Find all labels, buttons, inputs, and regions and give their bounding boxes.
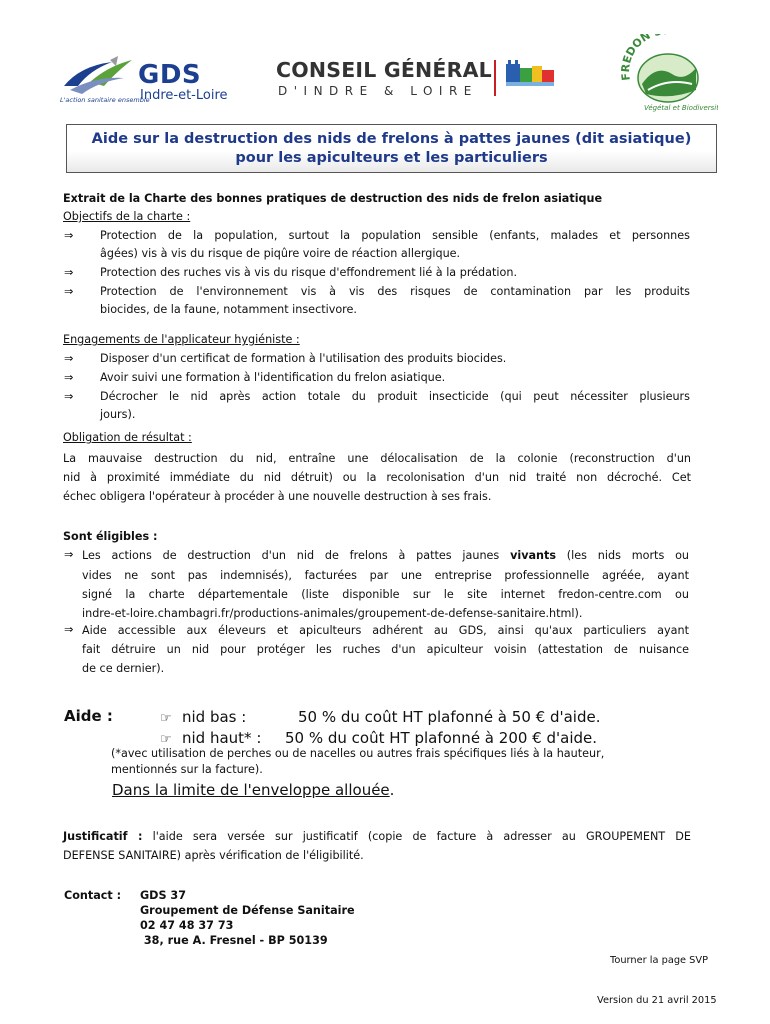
eligible-2-line-2: fait détruire un nid pour protéger les ruches d'un apiculteur voisin (attestation de nuisance (82, 643, 689, 656)
eligible-1-line-2: vides ne sont pas indemnisés), facturées par une entreprise professionnelle agréée, ayant (82, 569, 689, 582)
charte-heading: Extrait de la Charte des bonnes pratiques de destruction des nids de frelon asiatique (63, 192, 603, 205)
tourner-page-note: Tourner la page SVP (610, 955, 709, 966)
obligation-line-2: nid à proximité immédiate du nid détruit) ou la recolonisation d'un nid traité non décroché. Cet (63, 471, 691, 484)
cg-subtitle: D'INDRE & LOIRE (278, 84, 478, 98)
fredon-tagline: Végétal et Biodiversité (644, 104, 718, 112)
aide-row-value: 50 % du coût HT plafonné à 50 € d'aide. (298, 708, 601, 726)
eligible-1-line-4: indre-et-loire.chambagri.fr/productions-animales/groupement-de-defense-sanitaire.html). (82, 607, 583, 620)
eligible-1-bold: vivants (510, 549, 557, 562)
aide-row-name: nid bas : (182, 708, 247, 726)
justificatif-label: Justificatif : (63, 830, 143, 843)
contact-line-2: Groupement de Défense Sanitaire (140, 904, 355, 917)
arrow-icon: ⇒ (64, 229, 74, 242)
eligible-1-line-3: signé la charte départementale (liste disponible sur le site internet fredon-centre.com ou (82, 588, 689, 601)
cg-title: CONSEIL GÉNÉRAL (276, 58, 492, 82)
obligation-label: Obligation de résultat : (63, 431, 192, 444)
aide-note-line-1: (*avec utilisation de perches ou de nacelles ou autres frais spécifiques liés à la hauteur, (111, 747, 605, 760)
fredon-logo (612, 34, 718, 112)
justificatif-line-1 (63, 828, 691, 847)
gds-name: GDS (138, 60, 202, 90)
limite-dot: . (389, 781, 395, 799)
engagement-3-line-2: jours). (100, 408, 136, 421)
title-line-1: Aide sur la destruction des nids de frelons à pattes jaunes (dit asiatique) (91, 131, 692, 147)
aide-label: Aide : (64, 707, 113, 725)
pointing-hand-icon: ☞ (160, 732, 172, 747)
eligible-2-line-1: Aide accessible aux éleveurs et apiculteurs adhérent au GDS, ainsi qu'aux particuliers ayant (82, 624, 689, 637)
objectif-3-line-1: Protection de l'environnement vis à vis des risques de contamination par les produits (100, 285, 690, 298)
eligible-1-text: Les actions de destruction d'un nid de frelons à pattes jaunes (82, 549, 511, 562)
arrow-icon: ⇒ (64, 352, 74, 365)
aide-note-line-2: mentionnés sur la facture). (111, 763, 263, 776)
contact-address: 38, rue A. Fresnel - BP 50139 (140, 934, 328, 947)
arrow-icon: ⇒ (64, 390, 74, 403)
fredon-emblem-icon (612, 34, 718, 112)
arrow-icon: ⇒ (64, 623, 74, 636)
fredon-name: FREDON (618, 34, 653, 82)
contact-phone: 02 47 48 37 73 (140, 919, 234, 932)
eligible-1-line-1 (82, 546, 689, 566)
obligation-line-1: La mauvaise destruction du nid, entraîne une délocalisation de la colonie (reconstruction d'un (63, 452, 691, 465)
objectif-1-line-2: âgées) vis à vis du risque de piqûre voire de réaction allergique. (100, 247, 461, 260)
justificatif-text: l'aide sera versée sur justificatif (copie de facture à adresser au GROUPEMENT DE (142, 830, 691, 843)
obligation-line-3: échec obligera l'opérateur à procéder à une nouvelle destruction à ses frais. (63, 490, 492, 503)
gds-tagline: L'action sanitaire ensemble (60, 96, 150, 104)
eligible-2-line-3: de ce dernier). (82, 662, 165, 675)
version-date: Version du 21 avril 2015 (597, 995, 717, 1006)
contact-label: Contact : (64, 889, 122, 902)
engagements-label: Engagements de l'applicateur hygiéniste : (63, 333, 300, 346)
aide-row-name: nid haut* : (182, 729, 262, 747)
engagement-2: Avoir suivi une formation à l'identification du frelon asiatique. (100, 371, 446, 384)
arrow-icon: ⇒ (64, 371, 74, 384)
objectifs-label: Objectifs de la charte : (63, 210, 191, 223)
gds-subtitle: Indre-et-Loire (140, 88, 228, 103)
gds-swoosh-icon (60, 56, 134, 96)
engagement-1: Disposer d'un certificat de formation à l'utilisation des produits biocides. (100, 352, 507, 365)
eligible-1-text-end: (les nids morts ou (556, 549, 690, 562)
aide-row-nid-bas (160, 707, 246, 729)
objectif-2: Protection des ruches vis à vis du risque d'effondrement lié à la prédation. (100, 266, 518, 279)
title-box (66, 124, 717, 173)
eligibles-heading: Sont éligibles : (63, 530, 158, 543)
arrow-icon: ⇒ (64, 548, 74, 561)
cg-divider (494, 60, 496, 96)
objectif-3-line-2: biocides, de la faune, notamment insectivore. (100, 303, 357, 316)
justificatif-line-2: DEFENSE SANITAIRE) après vérification de l'éligibilité. (63, 849, 364, 862)
contact-line-1: GDS 37 (140, 889, 186, 902)
arrow-icon: ⇒ (64, 266, 74, 279)
objectif-1-line-1: Protection de la population, surtout la population sensible (enfants, malades et personnes (100, 229, 690, 242)
title-line-2: pour les apiculteurs et les particuliers (235, 150, 548, 166)
engagement-3-line-1: Décrocher le nid après action totale du produit insecticide (qui peut nécessiter plusieurs (100, 390, 690, 403)
limite-text: Dans la limite de l'enveloppe allouée (112, 781, 390, 799)
conseil-general-logo (276, 58, 576, 102)
aide-row-value: 50 % du coût HT plafonné à 200 € d'aide. (285, 729, 598, 747)
gds-logo (60, 52, 230, 108)
pointing-hand-icon: ☞ (160, 711, 172, 726)
limite-enveloppe (112, 781, 394, 799)
castle-emblem-icon (506, 60, 556, 92)
arrow-icon: ⇒ (64, 285, 74, 298)
